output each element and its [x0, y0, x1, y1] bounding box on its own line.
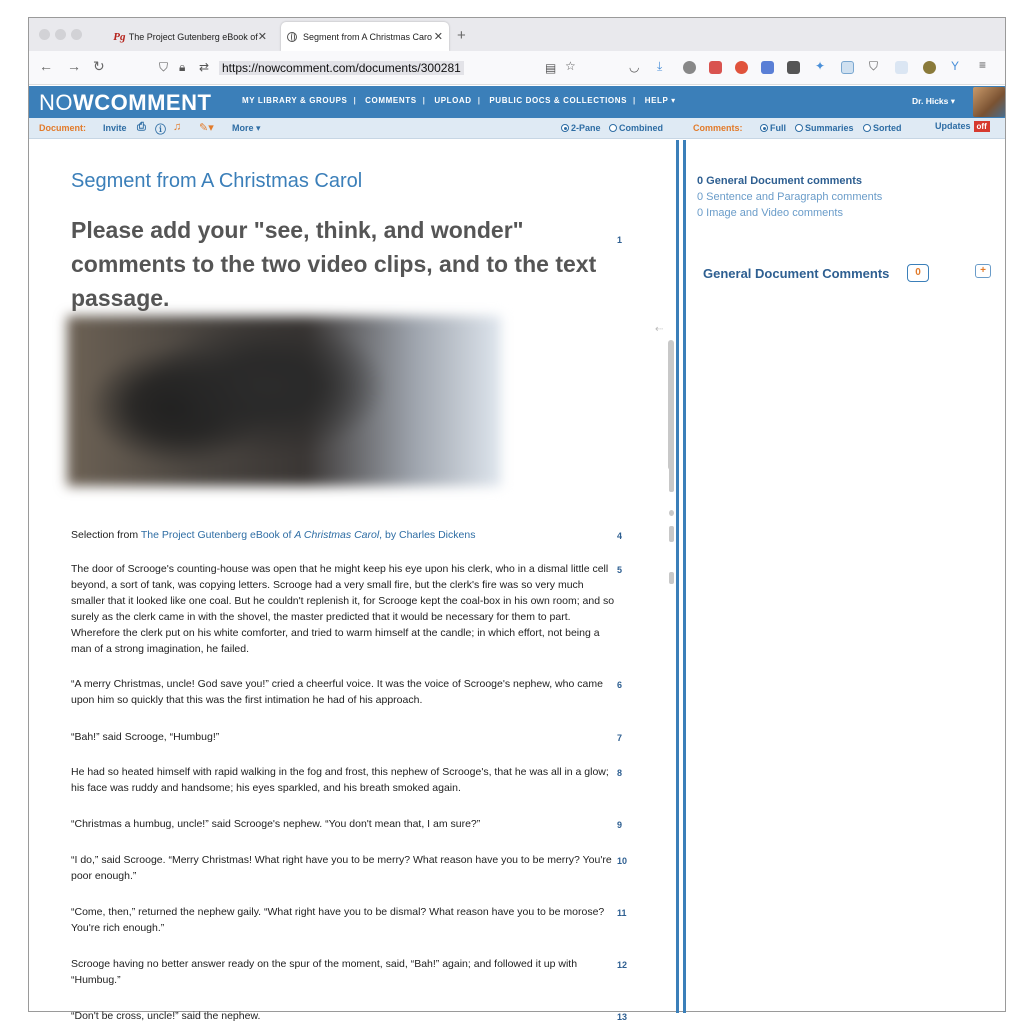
menu-item-help[interactable]: HELP ▾ [644, 96, 676, 105]
permissions-icon[interactable]: ⇄ [199, 60, 210, 74]
tab-nowcomment[interactable] [281, 22, 449, 51]
pocket-icon[interactable]: ◡ [629, 60, 640, 74]
document-toolbar [29, 118, 1005, 139]
close-icon[interactable]: ✕ [433, 31, 443, 43]
url-text[interactable]: https://nowcomment.com/documents/300281 [219, 61, 464, 75]
main-menu: MY LIBRARY & GROUPS | COMMENTS | UPLOAD | PUBLIC DOCS & COLLECTIONS | HELP ▾ [242, 96, 676, 105]
extension-icon[interactable] [923, 61, 936, 74]
lock-icon[interactable]: 🔒︎ [179, 60, 186, 74]
extension-icon[interactable]: Y [951, 59, 960, 73]
add-comment-icon[interactable]: + [975, 264, 991, 278]
two-pane-option[interactable]: 2-Pane [561, 123, 601, 133]
pen-icon[interactable]: ✎▾ [199, 122, 214, 134]
gutenberg-link[interactable]: The Project Gutenberg eBook of A Christmas Carol, by Charles Dickens [140, 529, 476, 541]
scroll-marker[interactable] [669, 526, 674, 542]
paragraph-number[interactable]: 12 [617, 960, 628, 970]
menu-item-upload[interactable]: UPLOAD [434, 96, 472, 105]
radio-icon [561, 124, 569, 132]
paragraph-number[interactable]: 7 [617, 733, 623, 743]
reload-icon[interactable]: ↻ [93, 58, 105, 74]
tab-title: The Project Gutenberg eBook of [128, 31, 258, 42]
paragraph[interactable]: Scrooge having no better answer ready on the spur of the moment, said, “Bah!” again; and followed it up with “Humbug.” [71, 958, 578, 986]
comments-pane [689, 140, 1007, 1013]
paragraph[interactable]: “A merry Christmas, uncle! God save you!” cried a cheerful voice. It was the voice of Scrooge's nephew, who came upon him so quickly that this was the first intimation he had of his approach. [71, 678, 603, 706]
paragraph-number[interactable]: 4 [617, 531, 623, 541]
tab-gutenberg[interactable] [113, 22, 273, 51]
extension-icon[interactable] [895, 61, 908, 74]
new-tab-icon[interactable]: + [457, 27, 466, 44]
window-close-dot[interactable] [39, 29, 50, 40]
summaries-option[interactable]: Summaries [795, 123, 854, 133]
scrollbar-thumb[interactable] [668, 340, 674, 470]
source-paragraph[interactable]: Selection from The Project Gutenberg eBook of A Christmas Carol, by Charles Dickens [71, 529, 476, 541]
close-icon[interactable]: ✕ [257, 31, 267, 43]
invite-link[interactable]: Invite [103, 123, 127, 133]
document-heading[interactable]: Please add your "see, think, and wonder" comments to the two video clips, and to the text passage. [71, 217, 597, 311]
extension-icon[interactable]: ✦ [815, 59, 826, 73]
radio-icon [760, 124, 768, 132]
paragraph-number[interactable]: 13 [617, 1012, 628, 1022]
site-header [29, 86, 1005, 118]
more-menu[interactable]: More ▾ [232, 123, 261, 133]
comments-label: Comments: [693, 123, 743, 133]
paragraph[interactable]: He had so heated himself with rapid walking in the fog and frost, this nephew of Scrooge's, that he was all in a glow; his face was ruddy and handsome; his eyes sparkled, and his breath smoked again. [71, 766, 609, 794]
download-icon[interactable]: ⤓ [657, 59, 663, 73]
radio-icon [795, 124, 803, 132]
radio-icon [863, 124, 871, 132]
paragraph-number[interactable]: 9 [617, 820, 623, 830]
tab-title: Segment from A Christmas Caro [303, 31, 433, 42]
window-zoom-dot[interactable] [71, 29, 82, 40]
navigation-bar [29, 51, 1005, 85]
tab-strip [29, 18, 1005, 51]
back-icon[interactable]: ← [39, 58, 53, 74]
forward-icon[interactable]: → [67, 58, 81, 74]
paragraph[interactable]: The door of Scrooge's counting-house was open that he might keep his eye upon his clerk, who in a dismal little cell beyond, a sort of tank, was copying letters. Scrooge had a very small fire, but the clerk's fire was so very much smaller that it looked like one coal. But he couldn't replenish it, for Scrooge kept the coal-box in his own room; and so surely as the clerk came in with the shovel, the master predicted that it would be necessary for them to part. Wherefore the clerk put on his white comforter, and tried to warm himself at the candle; in which effort, not being a man of a strong imagination, he failed. [71, 563, 615, 655]
shield-icon[interactable]: ⛉ [159, 60, 169, 74]
full-option[interactable]: Full [760, 123, 786, 133]
sentence-paragraph-comments-link[interactable]: 0 Sentence and Paragraph comments [697, 191, 883, 203]
paragraph-number[interactable]: 10 [617, 856, 628, 866]
document-pane [29, 140, 679, 1022]
image-video-comments-link[interactable]: 0 Image and Video comments [697, 207, 843, 219]
collapse-pane-arrow-icon[interactable]: ⇠ [655, 324, 664, 335]
extension-icon[interactable] [787, 61, 800, 74]
menu-item-library[interactable]: MY LIBRARY & GROUPS [242, 96, 348, 105]
extension-icon[interactable] [735, 61, 748, 74]
window-minimize-dot[interactable] [55, 29, 66, 40]
scroll-marker[interactable] [669, 462, 674, 492]
pane-divider[interactable] [676, 140, 686, 1013]
paragraph[interactable]: “Don't be cross, uncle!” said the nephew. [71, 1010, 261, 1022]
paragraph[interactable]: “Christmas a humbug, uncle!” said Scrooge's nephew. “You don't mean that, I am sure?” [71, 818, 481, 830]
bell-icon[interactable]: ♫ [173, 121, 182, 133]
browser-window [28, 17, 1006, 1022]
scroll-marker[interactable] [669, 572, 674, 584]
paragraph[interactable]: “Come, then,” returned the nephew gaily. “What right have you to be dismal? What reason have you to be morose? You're rich enough.” [71, 906, 605, 934]
extension-icon[interactable] [683, 61, 696, 74]
extension-icon[interactable] [709, 61, 722, 74]
reader-view-icon[interactable]: ▤ [545, 61, 557, 75]
document-label: Document: [39, 123, 86, 133]
general-comments-heading: General Document Comments [703, 266, 890, 281]
extension-icon[interactable] [841, 61, 854, 74]
nowcomment-logo[interactable]: NOWCOMMENT [39, 90, 212, 115]
updates-off-badge[interactable]: off [974, 121, 990, 132]
paragraph[interactable]: “Bah!” said Scrooge, “Humbug!” [71, 731, 220, 743]
user-menu[interactable]: Dr. Hicks ▾ [912, 96, 956, 106]
combined-option[interactable]: Combined [609, 123, 663, 133]
menu-item-public-docs[interactable]: PUBLIC DOCS & COLLECTIONS [489, 96, 628, 105]
avatar[interactable] [973, 87, 1005, 117]
general-comments-link[interactable]: 0 General Document comments [697, 175, 863, 187]
radio-icon [609, 124, 617, 132]
sorted-option[interactable]: Sorted [863, 123, 902, 133]
globe-icon [287, 32, 297, 42]
document-title: Segment from A Christmas Carol [71, 170, 363, 192]
menu-icon[interactable]: ≡ [979, 58, 987, 72]
paragraph-number[interactable]: 11 [617, 908, 627, 918]
scroll-marker[interactable] [669, 510, 674, 516]
paragraph-number[interactable]: 8 [617, 768, 623, 778]
extension-icon[interactable]: ⛉ [869, 59, 879, 73]
extension-icon[interactable] [761, 61, 774, 74]
paragraph-number[interactable]: 6 [617, 680, 623, 690]
paragraph-number[interactable]: 1 [617, 235, 623, 245]
paragraph[interactable]: “I do,” said Scrooge. “Merry Christmas! What right have you to be merry? What reason have you to be merry? You're poor enough.” [71, 854, 612, 882]
url-bar[interactable] [151, 56, 591, 80]
comment-count-badge: 0 [907, 264, 929, 282]
pg-favicon-icon: Pg [113, 30, 126, 43]
paragraph-number[interactable]: 5 [617, 565, 623, 575]
updates-toggle[interactable]: Updates off [935, 121, 990, 132]
bookmark-star-icon[interactable]: ☆ [565, 59, 576, 73]
info-icon[interactable]: ⓘ [155, 124, 166, 136]
print-icon[interactable]: ⎙ [137, 121, 146, 133]
video-clip-thumbnail[interactable] [67, 316, 501, 486]
menu-item-comments[interactable]: COMMENTS [365, 96, 417, 105]
